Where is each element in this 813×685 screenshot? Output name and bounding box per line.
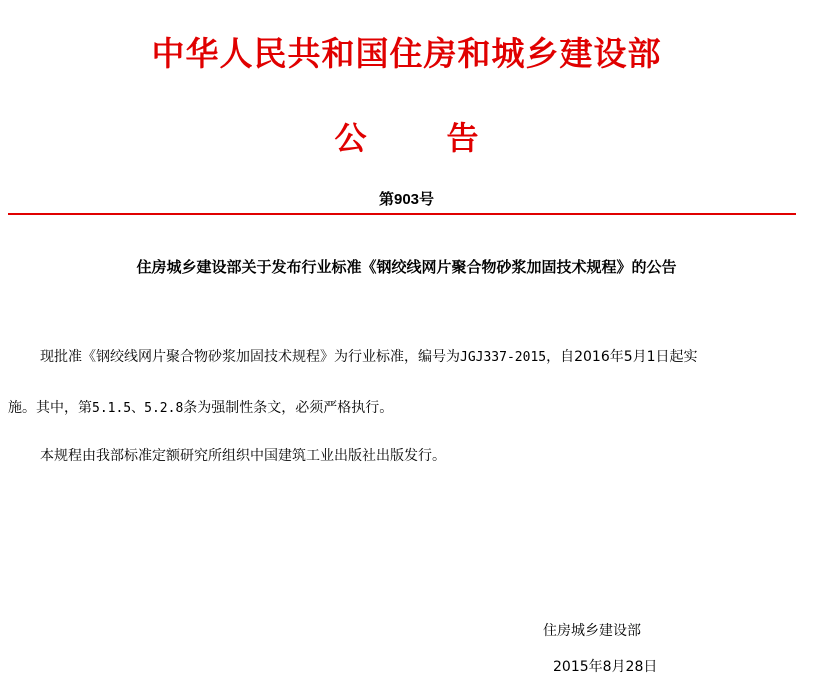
body-paragraph-1-line-2: 施。其中，第5.1.5、5.2.8条为强制性条文，必须严格执行。 bbox=[8, 400, 394, 416]
red-divider bbox=[8, 213, 796, 215]
document-number: 第903号 bbox=[378, 191, 435, 208]
body-paragraph-1-line-1: 现批准《钢绞线网片聚合物砂浆加固技术规程》为行业标准，编号为JGJ337-2015，自2016年5月1日起实 bbox=[40, 349, 698, 365]
signer: 住房城乡建设部 bbox=[543, 623, 641, 639]
body-paragraph-2: 本规程由我部标准定额研究所组织中国建筑工业出版社出版发行。 bbox=[40, 448, 446, 464]
agency-title: 中华人民共和国住房和城乡建设部 bbox=[151, 34, 662, 73]
doc-type-char-2: 告 bbox=[446, 119, 479, 157]
mandatory-clauses: 5.1.5、5.2.8 bbox=[92, 401, 184, 416]
document-type bbox=[0, 113, 813, 159]
announcement-headline: 住房城乡建设部关于发布行业标准《钢绞线网片聚合物砂浆加固技术规程》的公告 bbox=[136, 258, 677, 276]
standard-code: JGJ337-2015 bbox=[460, 350, 547, 365]
doc-type-char-1: 公 bbox=[334, 119, 367, 157]
issue-date: 2015年8月28日 bbox=[553, 659, 658, 675]
